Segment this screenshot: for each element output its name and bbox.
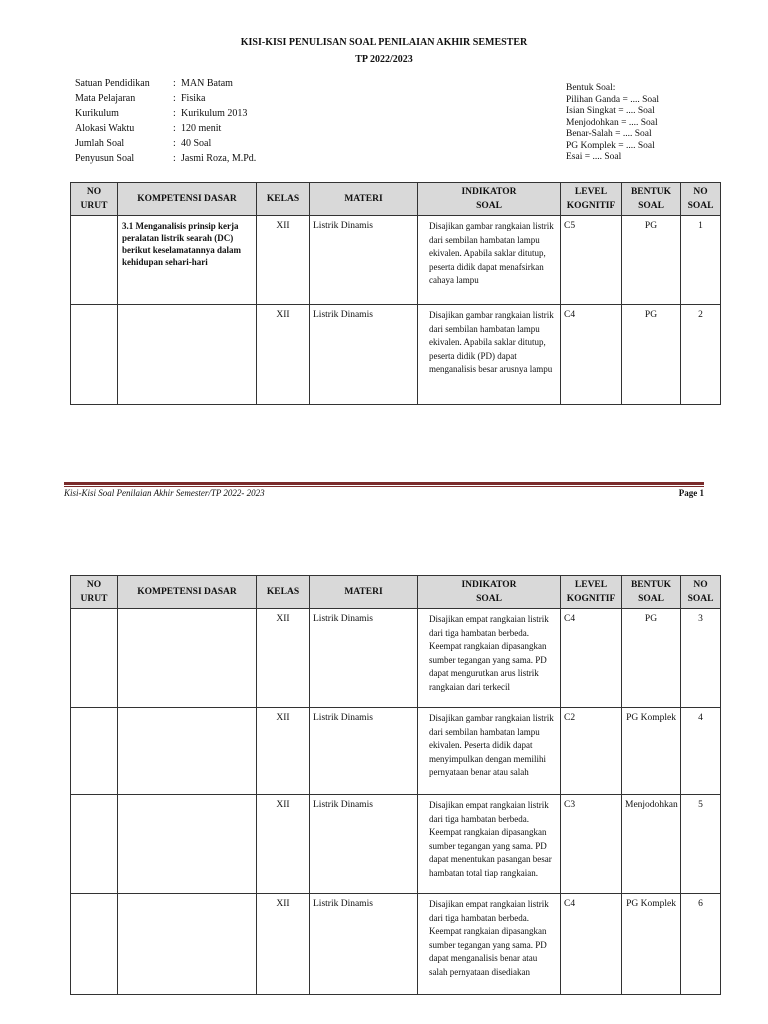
info-colon: : [173, 138, 176, 149]
info-value: Jasmi Roza, M.Pd. [181, 153, 257, 164]
identity-block [75, 76, 331, 166]
table-header-row [71, 576, 721, 609]
kisi-table-page-1 [70, 182, 721, 405]
bentuk-soal-item: Esai = .... Soal [566, 152, 622, 162]
cell-kelas: XII [257, 708, 310, 795]
table-row [71, 216, 721, 305]
cell-bentuk: PG [622, 609, 681, 708]
cell-indikator: Disajikan empat rangkaian listrik dari tiga hambatan berbeda. Keempat rangkaian dipasangkan sumber tegangan yang sama. PD dapat menganalisis benar atau salah pernyataan disediakan [418, 894, 561, 995]
info-label: Satuan Pendidikan [75, 78, 150, 89]
info-row-penyusun [75, 151, 331, 166]
cell-no-soal: 4 [681, 708, 721, 795]
cell-indikator: Disajikan empat rangkaian listrik dari tiga hambatan berbeda. Keempat rangkaian dipasangkan sumber tegangan yang sama. PD dapat mengurutkan arus listrik rangkaian dari terkecil [418, 609, 561, 708]
info-value: 40 Soal [181, 138, 212, 149]
cell-level: C5 [561, 216, 622, 305]
info-label: Mata Pelajaran [75, 93, 136, 104]
cell-kompetensi-dasar [118, 708, 257, 795]
bentuk-soal-item: Benar-Salah = .... Soal [566, 129, 652, 139]
info-label: Alokasi Waktu [75, 123, 135, 134]
col-header-kd: KOMPETENSI DASAR [118, 576, 257, 609]
cell-level: C4 [561, 609, 622, 708]
cell-kompetensi-dasar: 3.1 Menganalisis prinsip kerja peralatan listrik searah (DC) berikut keselamatannya dalam kehidupan sehari-hari [118, 216, 257, 305]
cell-kelas: XII [257, 795, 310, 894]
bentuk-soal-legend [566, 83, 659, 164]
cell-kompetensi-dasar [118, 609, 257, 708]
cell-kelas: XII [257, 305, 310, 405]
cell-bentuk: PG [622, 305, 681, 405]
cell-bentuk: Menjodohkan [622, 795, 681, 894]
cell-level: C4 [561, 305, 622, 405]
footer-divider [64, 482, 704, 485]
col-header-kelas: KELAS [257, 183, 310, 216]
cell-no-urut [71, 795, 118, 894]
info-value: Fisika [181, 93, 206, 104]
cell-no-soal: 5 [681, 795, 721, 894]
cell-indikator: Disajikan empat rangkaian listrik dari tiga hambatan berbeda. Keempat rangkaian dipasangkan sumber tegangan yang sama. PD dapat menentukan pasangan besar hambatan total tiap rangkaian. [418, 795, 561, 894]
info-row-mapel [75, 91, 331, 106]
col-header-bentuk: BENTUK SOAL [622, 183, 681, 216]
info-colon: : [173, 153, 176, 164]
cell-bentuk: PG [622, 216, 681, 305]
footer-text: Kisi-Kisi Soal Penilaian Akhir Semester/TP 2022- 2023 [64, 488, 265, 498]
col-header-kelas: KELAS [257, 576, 310, 609]
col-header-no-soal: NO SOAL [681, 576, 721, 609]
col-header-no-soal: NO SOAL [681, 183, 721, 216]
cell-materi: Listrik Dinamis [310, 609, 418, 708]
col-header-materi: MATERI [310, 183, 418, 216]
cell-indikator: Disajikan gambar rangkaian listrik dari sembilan hambatan lampu ekivalen. Apabila saklar ditutup, peserta didik dapat menafsirkan cahaya lampu [418, 216, 561, 305]
info-row-satuan [75, 76, 331, 91]
bentuk-soal-title: Bentuk Soal: [566, 83, 616, 93]
document-subtitle: TP 2022/2023 [355, 54, 413, 65]
bentuk-soal-item: PG Komplek = .... Soal [566, 140, 655, 151]
col-header-indikator: INDIKATOR SOAL [418, 183, 561, 216]
cell-no-soal: 3 [681, 609, 721, 708]
kisi-table-page-2 [70, 575, 721, 995]
table-header-row [71, 183, 721, 216]
cell-level: C4 [561, 894, 622, 995]
info-label: Kurikulum [75, 108, 119, 119]
table-row [71, 795, 721, 894]
col-header-indikator: INDIKATOR SOAL [418, 576, 561, 609]
table-row [71, 708, 721, 795]
cell-no-urut [71, 305, 118, 405]
info-colon: : [173, 93, 176, 104]
bentuk-soal-item: Isian Singkat = .... Soal [566, 106, 655, 116]
info-colon: : [173, 123, 176, 134]
info-value: Kurikulum 2013 [181, 108, 248, 119]
cell-no-urut [71, 894, 118, 995]
cell-no-urut [71, 609, 118, 708]
info-label: Jumlah Soal [75, 138, 125, 149]
table-row [71, 609, 721, 708]
cell-kompetensi-dasar [118, 894, 257, 995]
cell-materi: Listrik Dinamis [310, 305, 418, 405]
cell-no-urut [71, 708, 118, 795]
col-header-level: LEVEL KOGNITIF [561, 576, 622, 609]
cell-kelas: XII [257, 609, 310, 708]
table-row [71, 894, 721, 995]
cell-materi: Listrik Dinamis [310, 216, 418, 305]
cell-materi: Listrik Dinamis [310, 708, 418, 795]
cell-no-urut [71, 216, 118, 305]
footer-divider-thin [64, 486, 704, 487]
info-row-kurikulum [75, 106, 331, 121]
cell-no-soal: 2 [681, 305, 721, 405]
cell-no-soal: 1 [681, 216, 721, 305]
bentuk-soal-item: Menjodohkan = .... Soal [566, 117, 658, 128]
cell-materi: Listrik Dinamis [310, 795, 418, 894]
info-value: MAN Batam [181, 78, 233, 89]
document-title: KISI-KISI PENULISAN SOAL PENILAIAN AKHIR SEMESTER [240, 37, 528, 48]
col-header-kd: KOMPETENSI DASAR [118, 183, 257, 216]
cell-bentuk: PG Komplek [622, 894, 681, 995]
info-colon: : [173, 78, 176, 89]
cell-kelas: XII [257, 894, 310, 995]
cell-materi: Listrik Dinamis [310, 894, 418, 995]
cell-no-soal: 6 [681, 894, 721, 995]
cell-indikator: Disajikan gambar rangkaian listrik dari sembilan hambatan lampu ekivalen. Apabila saklar ditutup, peserta didik (PD) dapat menganalisis besar arusnya lampu [418, 305, 561, 405]
cell-indikator: Disajikan gambar rangkaian listrik dari sembilan hambatan lampu ekivalen. Peserta didik dapat menyimpulkan dengan memilihi pernyataan benar atau salah [418, 708, 561, 795]
col-header-bentuk: BENTUK SOAL [622, 576, 681, 609]
info-row-jumlah [75, 136, 331, 151]
cell-kelas: XII [257, 216, 310, 305]
col-header-no-urut: NO URUT [71, 576, 118, 609]
info-label: Penyusun Soal [75, 153, 135, 164]
col-header-materi: MATERI [310, 576, 418, 609]
info-value: 120 menit [181, 123, 222, 134]
info-row-alokasi [75, 121, 331, 136]
col-header-no-urut: NO URUT [71, 183, 118, 216]
cell-kompetensi-dasar [118, 795, 257, 894]
col-header-level: LEVEL KOGNITIF [561, 183, 622, 216]
cell-level: C2 [561, 708, 622, 795]
table-row [71, 305, 721, 405]
info-colon: : [173, 108, 176, 119]
page-number: Page 1 [678, 488, 704, 498]
cell-bentuk: PG Komplek [622, 708, 681, 795]
cell-level: C3 [561, 795, 622, 894]
bentuk-soal-item: Pilihan Ganda = .... Soal [566, 94, 659, 105]
cell-kompetensi-dasar [118, 305, 257, 405]
